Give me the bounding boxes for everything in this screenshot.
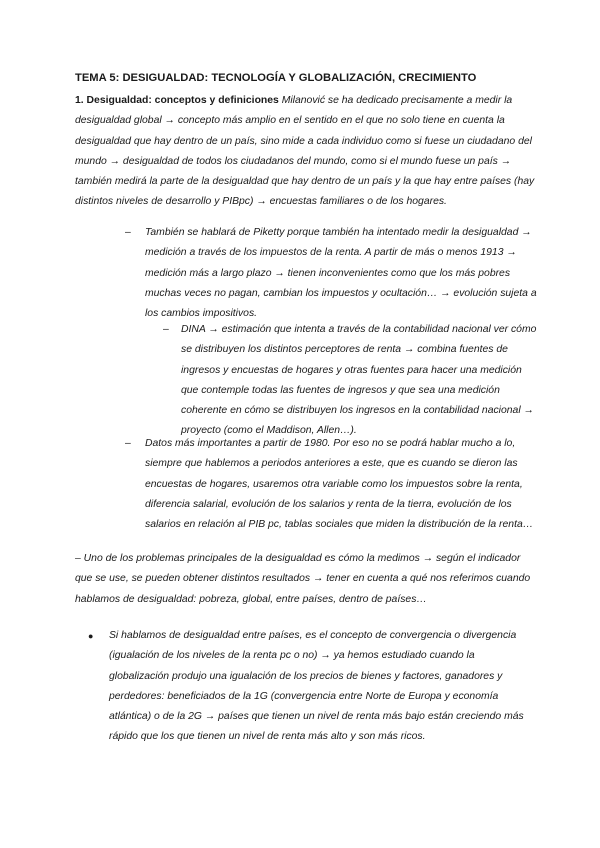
section-1-text: Milanović se ha dedicado precisamente a medir la desigualdad global → concepto más amplio en el sentido en el que no solo tiene en cuenta la desigualdad que hay dentro de un país, sino mide a cada individuo como si fuese un ciudadano del mundo → desigualdad de todos los ciudadanos del mundo, como si el mundo fuese un país → también medirá la parte de la desigualdad que hay dentro de un país y la que hay entre países (hay distintos niveles de desarrollo y PIBpc) → encuestas familiares o de los hogares. xyxy=(75,95,535,208)
dash-item-piketty: También se hablará de Piketty porque también ha intentado medir la desigualdad → medición a través de los impuestos de la renta. A partir de más o menos 1913 → medición más a largo plazo → tienen inconvenientes como que los más pobres muchas veces no pagan, cambian los impuestos y ocultación… → evolución sujeta a los cambios impositivos. xyxy=(145,227,537,320)
bullet-item-convergence: Si hablamos de desigualdad entre países, es el concepto de convergencia o divergencia (igualación de los niveles de la renta pc o no) → ya hemos estudiado cuando la globalización produjo una igualación de los precios de bienes y factores, ganadores y perdedores: beneficiados de la 1G (convergencia entre Norte de Europa y economía atlántica) o de la 2G → países que tienen un nivel de renta más bajo están creciendo más rápido que los que tienen un nivel de renta más alto y son más ricos. xyxy=(109,630,524,743)
document-title: TEMA 5: DESIGUALDAD: TECNOLOGÍA Y GLOBALIZACIÓN, CRECIMIENTO xyxy=(75,72,477,84)
dash-marker: – xyxy=(163,324,169,335)
bullet-marker: ● xyxy=(88,631,94,641)
subitem-dina: DINA → estimación que intenta a través de la contabilidad nacional ver cómo se distribuyen los distintos perceptores de renta → combina fuentes de ingresos y encuestas de hogares y otras fuentes para hacer una medición que contemple todas las fuentes de ingresos y que sea una medición coherente en cómo se distribuyen los ingresos en la contabilidad nacional → proyecto (como el Maddison, Allen…). xyxy=(181,324,537,437)
section-1-intro xyxy=(75,91,535,213)
section-1-heading: 1. Desigualdad: conceptos y definiciones xyxy=(75,95,279,106)
dash-item-1980: Datos más importantes a partir de 1980. Por eso no se podrá hablar mucho a lo, siempre que hablemos a periodos anteriores a este, que es cuando se dieron las encuestas de hogares, usaremos otra variable como los impuestos sobre la renta, diferencia salarial, evolución de los salarios y renta de la tierra, evolución de los salarios en relación al PIB pc, tablas sociales que miden la distribución de la renta… xyxy=(145,438,534,531)
dash-marker: – xyxy=(125,438,131,449)
paragraph-measurement: – Uno de los problemas principales de la desigualdad es cómo la medimos → según el indicador que se use, se pueden obtener distintos resultados → tener en cuenta a qué nos referimos cuando hablamos de desigualdad: pobreza, global, entre países, dentro de países… xyxy=(75,553,531,605)
dash-marker: – xyxy=(125,227,131,238)
